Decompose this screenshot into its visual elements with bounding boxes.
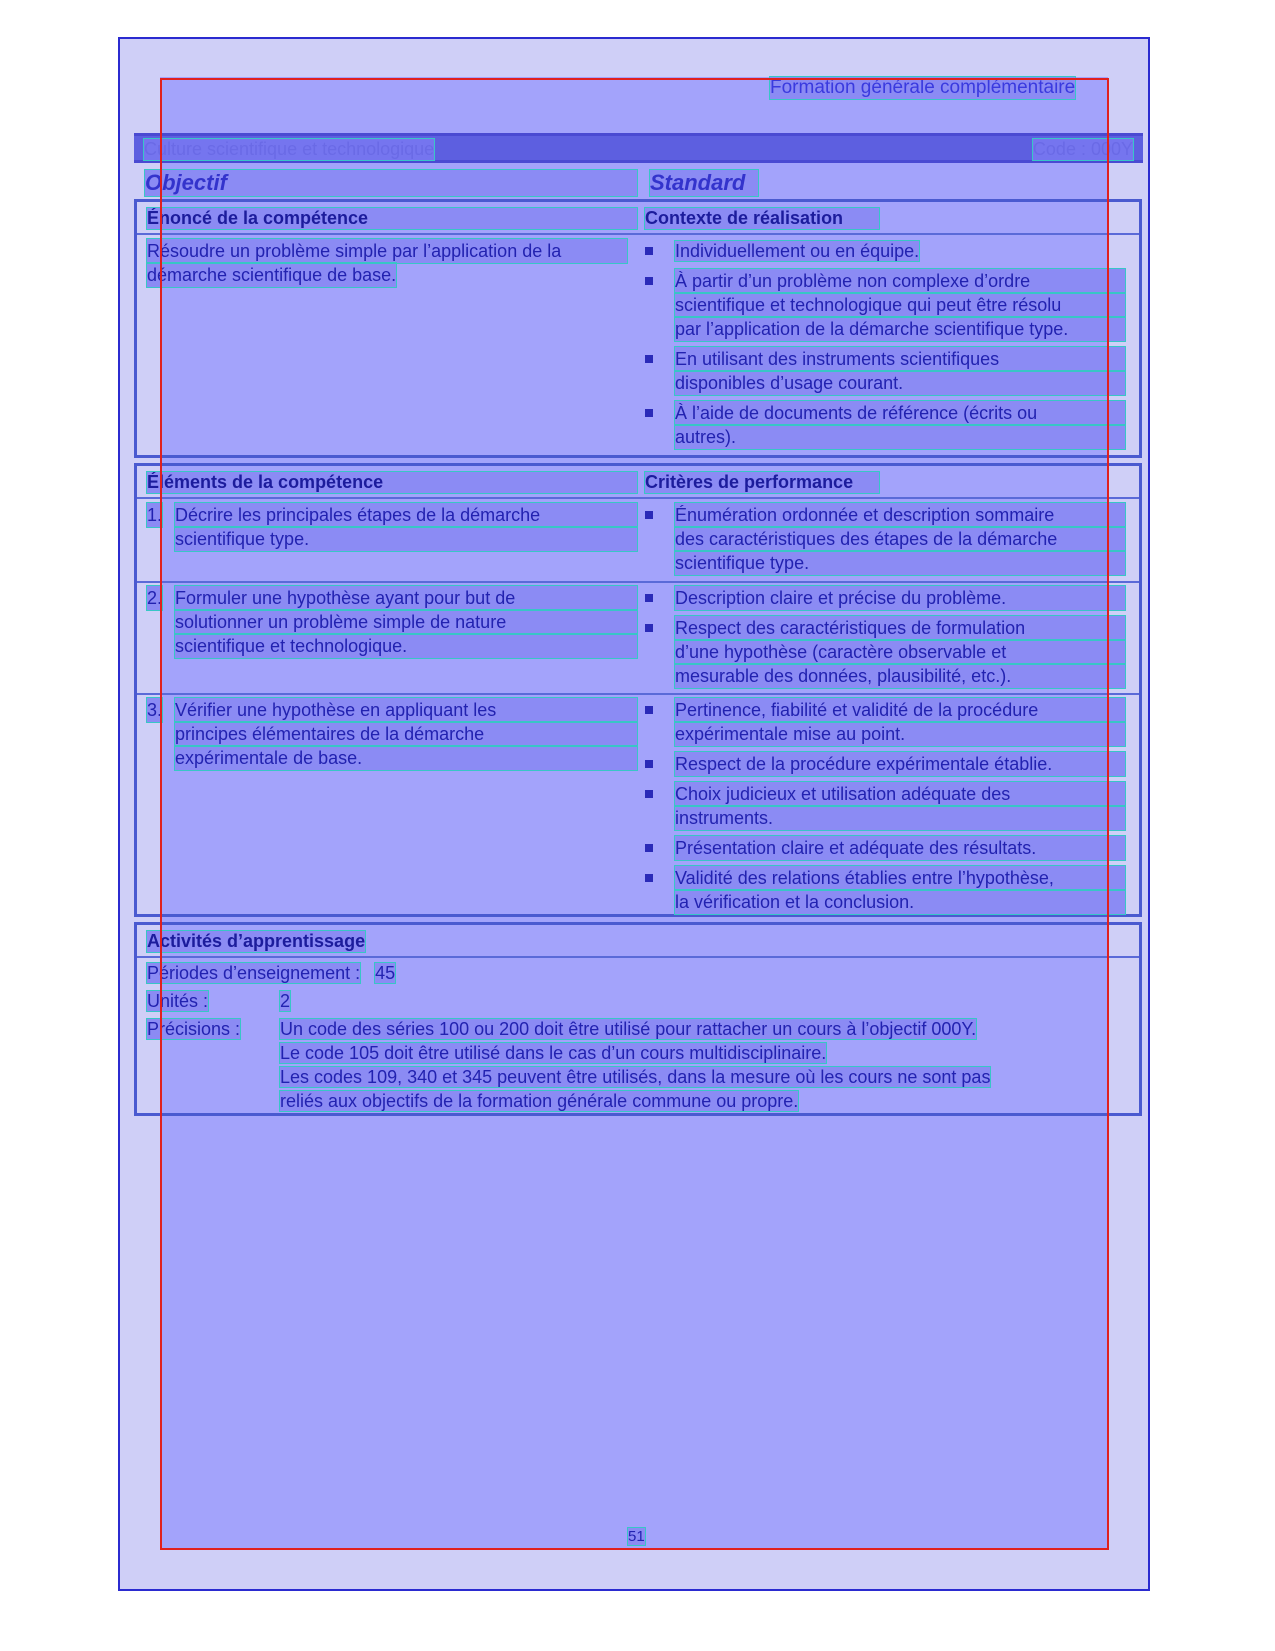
precisions-label: Précisions : (147, 1019, 241, 1039)
element-item: 1. Décrire les principales étapes de la démarche scientifique type. (147, 503, 637, 551)
competence-box (134, 199, 1142, 458)
criteria-item: Description claire et précise du problème. (645, 586, 1125, 610)
periods-label: Périodes d’enseignement : (147, 963, 361, 983)
objectif-label: Objectif (145, 170, 637, 196)
context-header: Contexte de réalisation (645, 208, 879, 229)
element-item: 3. Vérifier une hypothèse en appliquant les principes élémentaires de la démarche expérimentale de base. (147, 698, 637, 770)
competence-statement (147, 239, 627, 287)
criteria-item: Respect de la procédure expérimentale établie. (645, 752, 1125, 776)
context-item: Individuellement ou en équipe. (645, 239, 1125, 263)
row-divider (137, 693, 1139, 695)
criteria-item: Pertinence, fiabilité et validité de la procédure expérimentale mise au point. (645, 698, 1125, 746)
standard-label: Standard (650, 170, 758, 196)
page-number: 51 (628, 1528, 645, 1545)
units-label: Unités : (147, 991, 209, 1011)
criteria-item: Choix judicieux et utilisation adéquate des instruments. (645, 782, 1125, 830)
context-item: À l’aide de documents de référence (écrits ou autres). (645, 401, 1125, 449)
row-divider (137, 233, 1139, 235)
criteria-item: Validité des relations établies entre l’hypothèse, la vérification et la conclusion. (645, 866, 1125, 914)
precisions-list: Un code des séries 100 ou 200 doit être utilisé pour rattacher un cours à l’objectif 000Y. Le code 105 doit être utilisé dans le cas d’un cours multidisciplinaire. Les codes 109, 340 et 345 peuvent être utilisés, dans la mesure où les cours ne sont pas reliés aux objectifs de la formation générale commune ou propre. (280, 1019, 991, 1111)
elements-header: Éléments de la compétence (147, 472, 637, 493)
context-list (645, 239, 1125, 449)
element-item: 2. Formuler une hypothèse ayant pour but de solutionner un problème simple de nature scientifique et technologique. (147, 586, 637, 658)
criteria-item: Respect des caractéristiques de formulation d’une hypothèse (caractère observable et mesurable des données, plausibilité, etc.). (645, 616, 1125, 688)
activities-box (134, 922, 1142, 1116)
criteria-list (645, 586, 1125, 688)
criteria-header: Critères de performance (645, 472, 879, 493)
context-item: En utilisant des instruments scientifiques disponibles d’usage courant. (645, 347, 1125, 395)
criteria-item: Énumération ordonnée et description sommaire des caractéristiques des étapes de la démarche scientifique type. (645, 503, 1125, 575)
units-value: 2 (280, 991, 291, 1011)
statement-line: démarche scientifique de base. (147, 265, 397, 285)
context-item: À partir d’un problème non complexe d’ordre scientifique et technologique qui peut être résolu par l’application de la démarche scientifique type. (645, 269, 1125, 341)
periods-row (147, 961, 395, 985)
section-header: Formation générale complémentaire (770, 77, 1076, 98)
criteria-list (645, 698, 1125, 914)
competence-statement-header: Énoncé de la compétence (147, 208, 637, 229)
code-label: Code : 000Y (1032, 139, 1133, 159)
row-divider (137, 956, 1139, 958)
criteria-list (645, 503, 1125, 575)
activities-header: Activités d’apprentissage (147, 931, 366, 951)
row-divider (137, 497, 1139, 499)
criteria-item: Présentation claire et adéquate des résultats. (645, 836, 1125, 860)
title-bar (134, 133, 1143, 163)
statement-line: Résoudre un problème simple par l’application de la (147, 239, 627, 263)
row-divider (137, 581, 1139, 583)
periods-value: 45 (375, 963, 396, 983)
subject-title: Culture scientifique et technologique (144, 139, 435, 159)
elements-box (134, 463, 1142, 917)
